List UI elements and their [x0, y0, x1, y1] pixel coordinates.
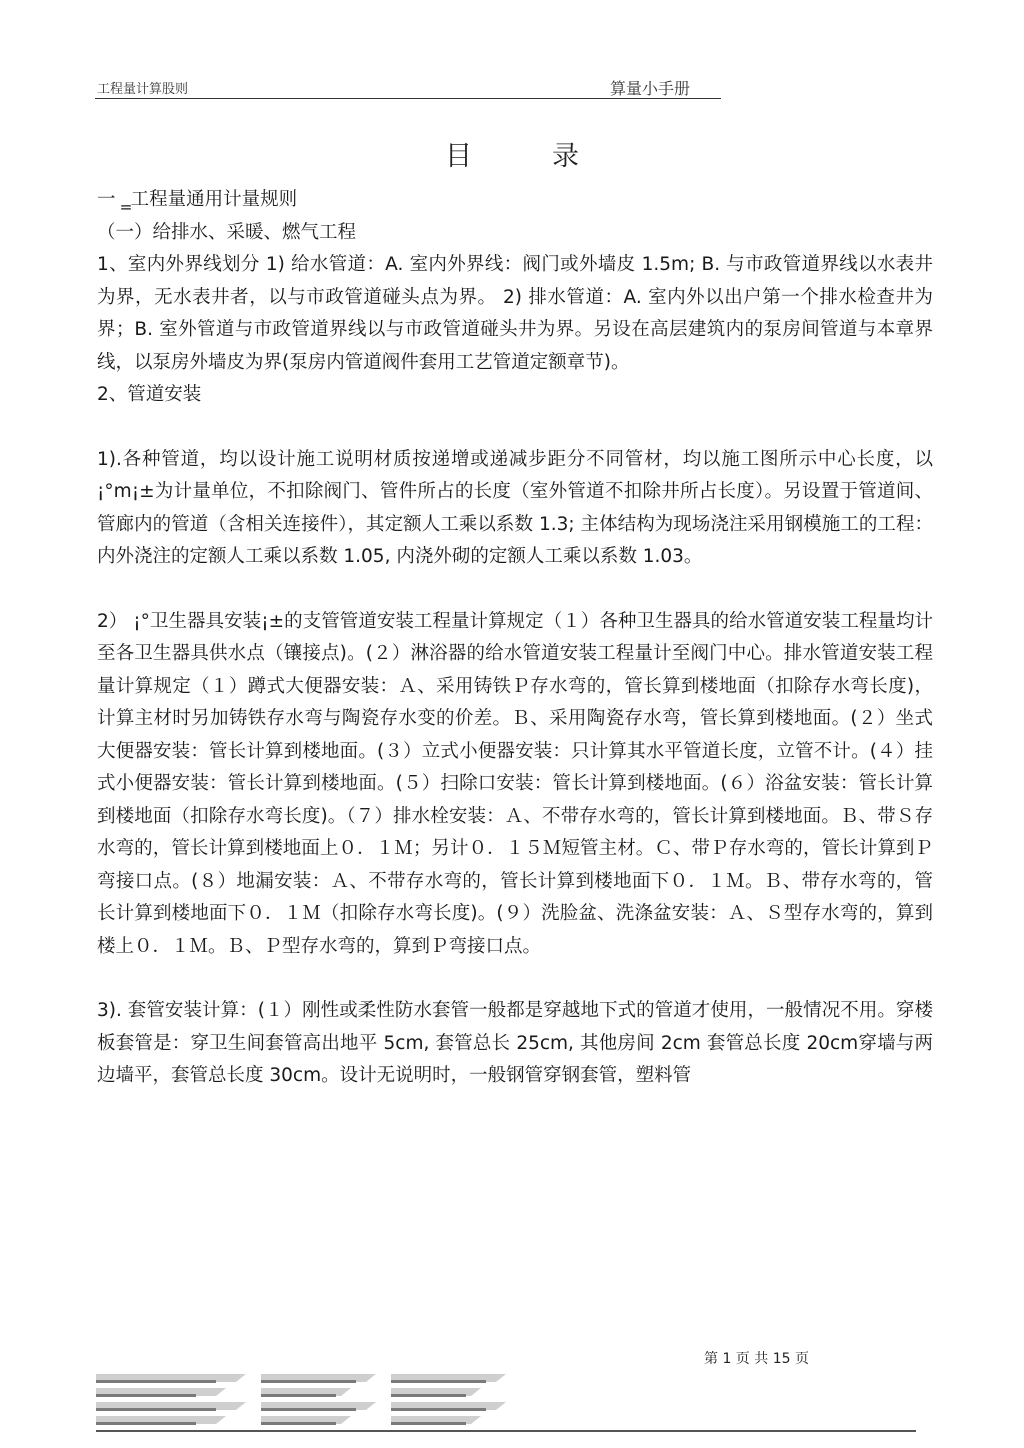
- header-left: 工程量计算股则: [97, 82, 189, 97]
- page-number: 第 1 页 共 15 页: [704, 1351, 809, 1367]
- footer-decoration: [96, 1372, 916, 1434]
- paragraph-sleeves: 3). 套管安装计算：(１）刚性或柔性防水套管一般都是穿越地下式的管道才使用，一般情况不用。穿楼板套管是：穿卫生间套管高出地平 5cm, 套管总长 25cm, 其他房间 2cm 套管总长度 20cm穿墙与两边墙平，套管总长度 30cm。设计无说明时，一般钢管穿钢套管，塑料管: [97, 1000, 933, 1086]
- paragraph-boundary: 1、室内外界线划分 1) 给水管道：A. 室内外界线：阀门或外墙皮 1.5m; B. 与市政管道界线以水表井为界，无水表井者，以与市政管道碰头点为界。 2) 排水管道：A. 室内外以出户第一个排水检查井为界；B. 室外管道与市政管道界线以与市政管道碰头井为界。另设在高层建筑内的泵房间管道与本章界线，以泵房外墙皮为界(泵房内管道阀件套用工艺管道定额章节)。: [97, 254, 933, 373]
- paragraph-pipes: 1).各种管道，均以设计施工说明材质按递增或递减步距分不同管材，均以施工图所示中心长度，以¡°m¡±为计量单位，不扣除阀门、管件所占的长度（室外管道不扣除井所占长度）。另设置于管道间、管廊内的管道（含相关连接件），其定额人工乘以系数 1.3; 主体结构为现场浇注采用钢模施工的工程：内外浇注的定额人工乘以系数 1.05, 内浇外砌的定额人工乘以系数 1.03。: [97, 448, 933, 567]
- page-title: [0, 134, 1024, 173]
- spacer: [97, 574, 933, 606]
- spacer: [97, 412, 933, 444]
- section-heading: 一 ‗工程量通用计量规则: [97, 189, 298, 210]
- header-rule: [95, 98, 721, 99]
- title-char-1: 目: [445, 141, 472, 172]
- spacer: [97, 963, 933, 995]
- item-heading-pipe-install: 2、管道安装: [97, 384, 202, 405]
- title-char-2: 录: [552, 141, 579, 172]
- document-body: [97, 184, 933, 1093]
- paragraph-sanitary: 2） ¡°卫生器具安装¡±的支管管道安装工程量计算规定（１）各种卫生器具的给水管道安装工程量均计至各卫生器具供水点（镶接点)。(２）淋浴器的给水管道安装工程量计至阀门中心。排水管道安装工程量计算规定（１）蹲式大便器安装：Ａ、采用铸铁Ｐ存水弯的，管长算到楼地面（扣除存水弯长度)，计算主材时另加铸铁存水弯与陶瓷存水变的价差。Ｂ、采用陶瓷存水弯，管长算到楼地面。(２）坐式大便器安装：管长计算到楼地面。(３）立式小便器安装：只计算其水平管道长度，立管不计。(４）挂式小便器安装：管长计算到楼地面。(５）扫除口安装：管长计算到楼地面。(６）浴盆安装：管长计算到楼地面（扣除存水弯长度)。（７）排水栓安装：Ａ、不带存水弯的，管长计算到楼地面。Ｂ、带Ｓ存水弯的，管长计算到楼地面上０．１Ｍ；另计０．１５Ｍ短管主材。Ｃ、带Ｐ存水弯的，管长计算到Ｐ弯接口点。(８）地漏安装：Ａ、不带存水弯的，管长计算到楼地面下０．１Ｍ。Ｂ、带存水弯的，管长计算到楼地面下０．１Ｍ（扣除存水弯长度)。(９）洗脸盆、洗涤盆安装：Ａ、Ｓ型存水弯的，算到楼上０．１Ｍ。Ｂ、Ｐ型存水弯的，算到Ｐ弯接口点。: [97, 610, 933, 957]
- subsection-heading: （一）给排水、采暖、燃气工程: [97, 221, 357, 243]
- header-right: 算量小手册: [610, 79, 691, 98]
